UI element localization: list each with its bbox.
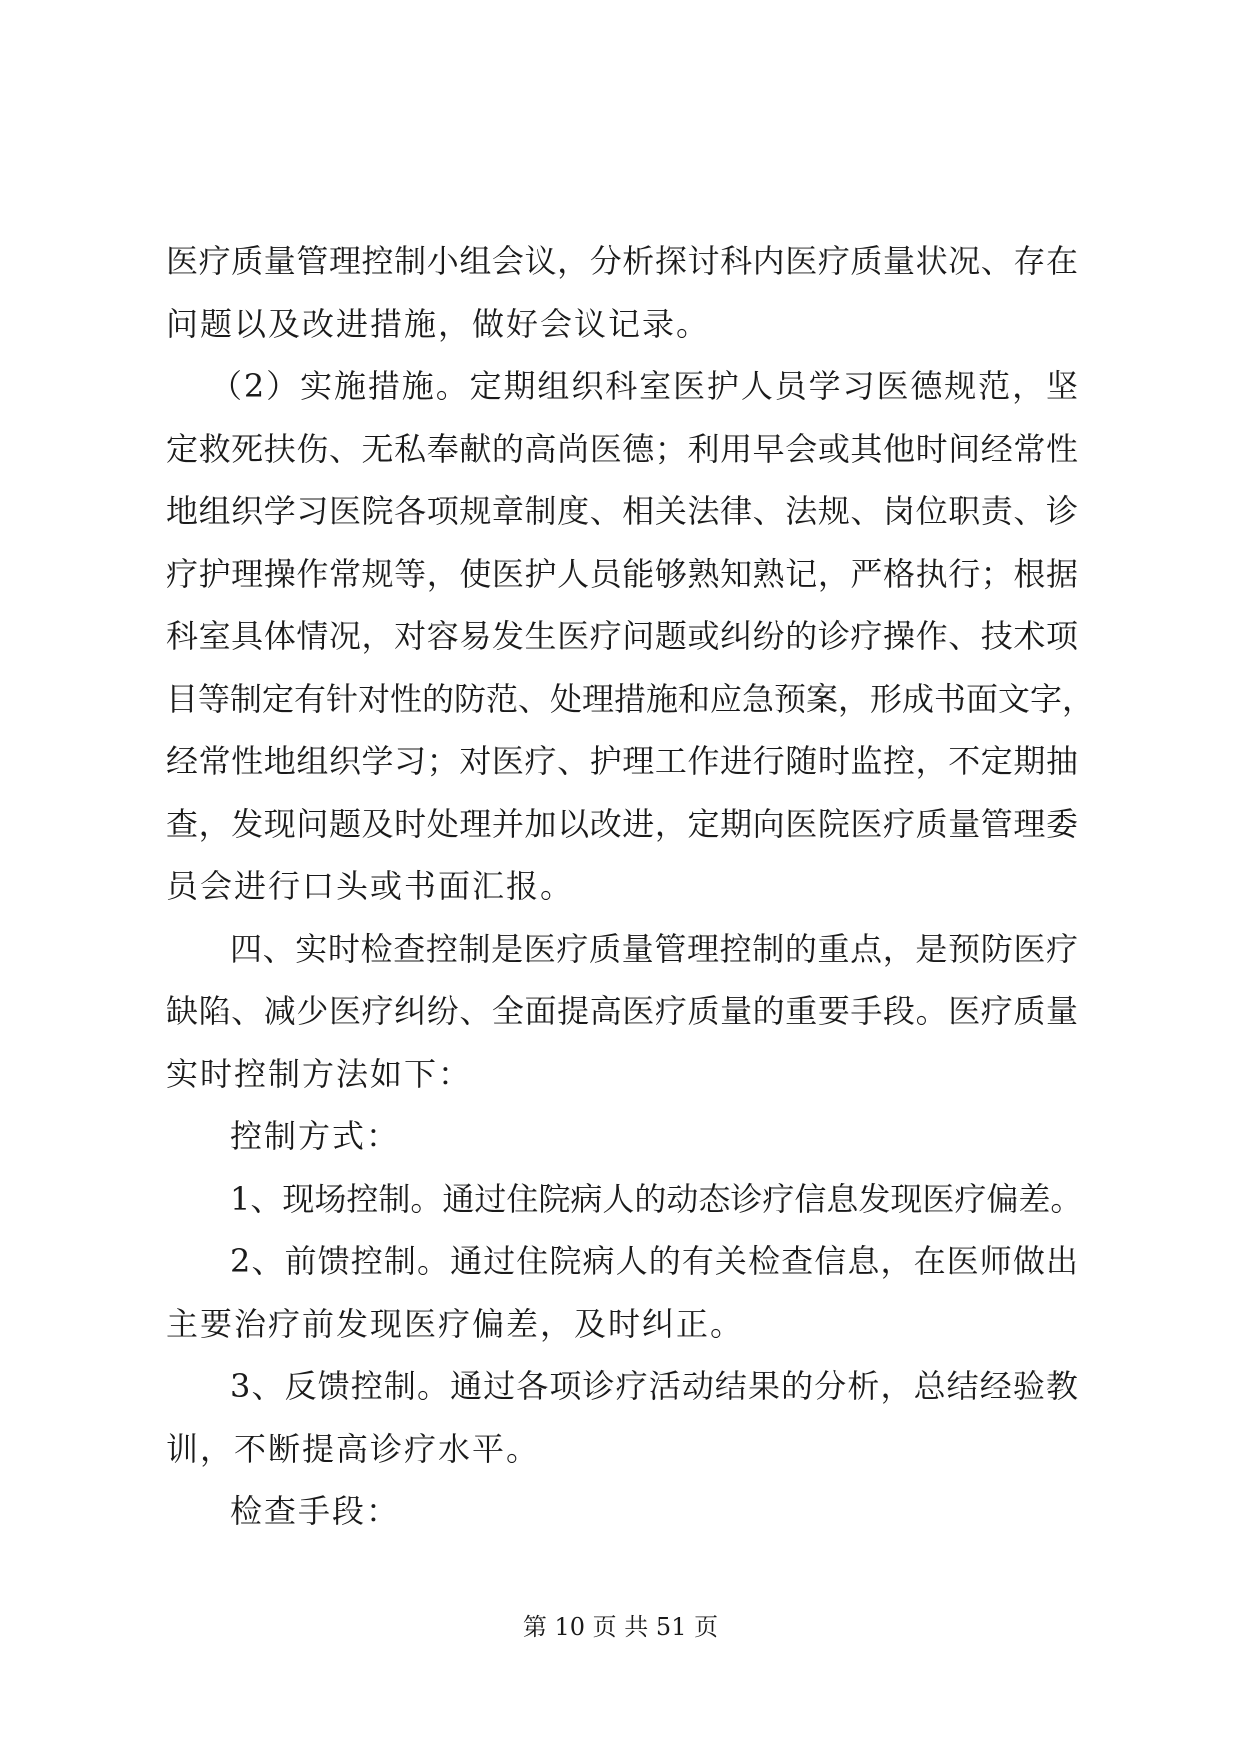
text-line: （2）实施措施。定期组织科室医护人员学习医德规范，坚 xyxy=(210,367,1078,405)
text-line: 缺陷、减少医疗纠纷、全面提高医疗质量的重要手段。医疗质量 xyxy=(166,992,1078,1030)
text-line: 定救死扶伤、无私奉献的高尚医德；利用早会或其他时间经常性 xyxy=(166,429,1078,468)
text-line: 训，不断提高诊疗水平。 xyxy=(166,1429,541,1468)
text-line: 员会进行口头或书面汇报。 xyxy=(166,867,575,905)
text-line: 实时控制方法如下： xyxy=(166,1054,473,1093)
text-line: 控制方式： xyxy=(230,1117,401,1155)
text-line: 目等制定有针对性的防范、处理措施和应急预案，形成书面文字， xyxy=(166,679,1095,718)
text-line: 1、现场控制。通过住院病人的动态诊疗信息发现医疗偏差。 xyxy=(230,1179,1083,1218)
text-line: 检查手段： xyxy=(230,1492,401,1530)
text-line: 查，发现问题及时处理并加以改进，定期向医院医疗质量管理委 xyxy=(166,804,1078,843)
text-line: 疗护理操作常规等，使医护人员能够熟知熟记，严格执行；根据 xyxy=(166,554,1078,593)
text-line: 3、反馈控制。通过各项诊疗活动结果的分析，总结经验教 xyxy=(230,1367,1078,1405)
text-line: 地组织学习医院各项规章制度、相关法律、法规、岗位职责、诊 xyxy=(166,492,1078,530)
text-line: 问题以及改进措施，做好会议记录。 xyxy=(166,304,711,343)
text-line: 经常性地组织学习；对医疗、护理工作进行随时监控，不定期抽 xyxy=(166,742,1078,780)
text-line: 医疗质量管理控制小组会议，分析探讨科内医疗质量状况、存在 xyxy=(166,242,1078,280)
text-line: 主要治疗前发现医疗偏差，及时纠正。 xyxy=(166,1304,745,1343)
document-body xyxy=(166,230,1095,1543)
text-line: 科室具体情况，对容易发生医疗问题或纠纷的诊疗操作、技术项 xyxy=(166,617,1078,655)
text-line: 四、实时检查控制是医疗质量管理控制的重点，是预防医疗 xyxy=(230,929,1078,968)
page-number: 第 10 页 共 51 页 xyxy=(522,1613,719,1641)
text-line: 2、前馈控制。通过住院病人的有关检查信息，在医师做出 xyxy=(230,1242,1078,1280)
